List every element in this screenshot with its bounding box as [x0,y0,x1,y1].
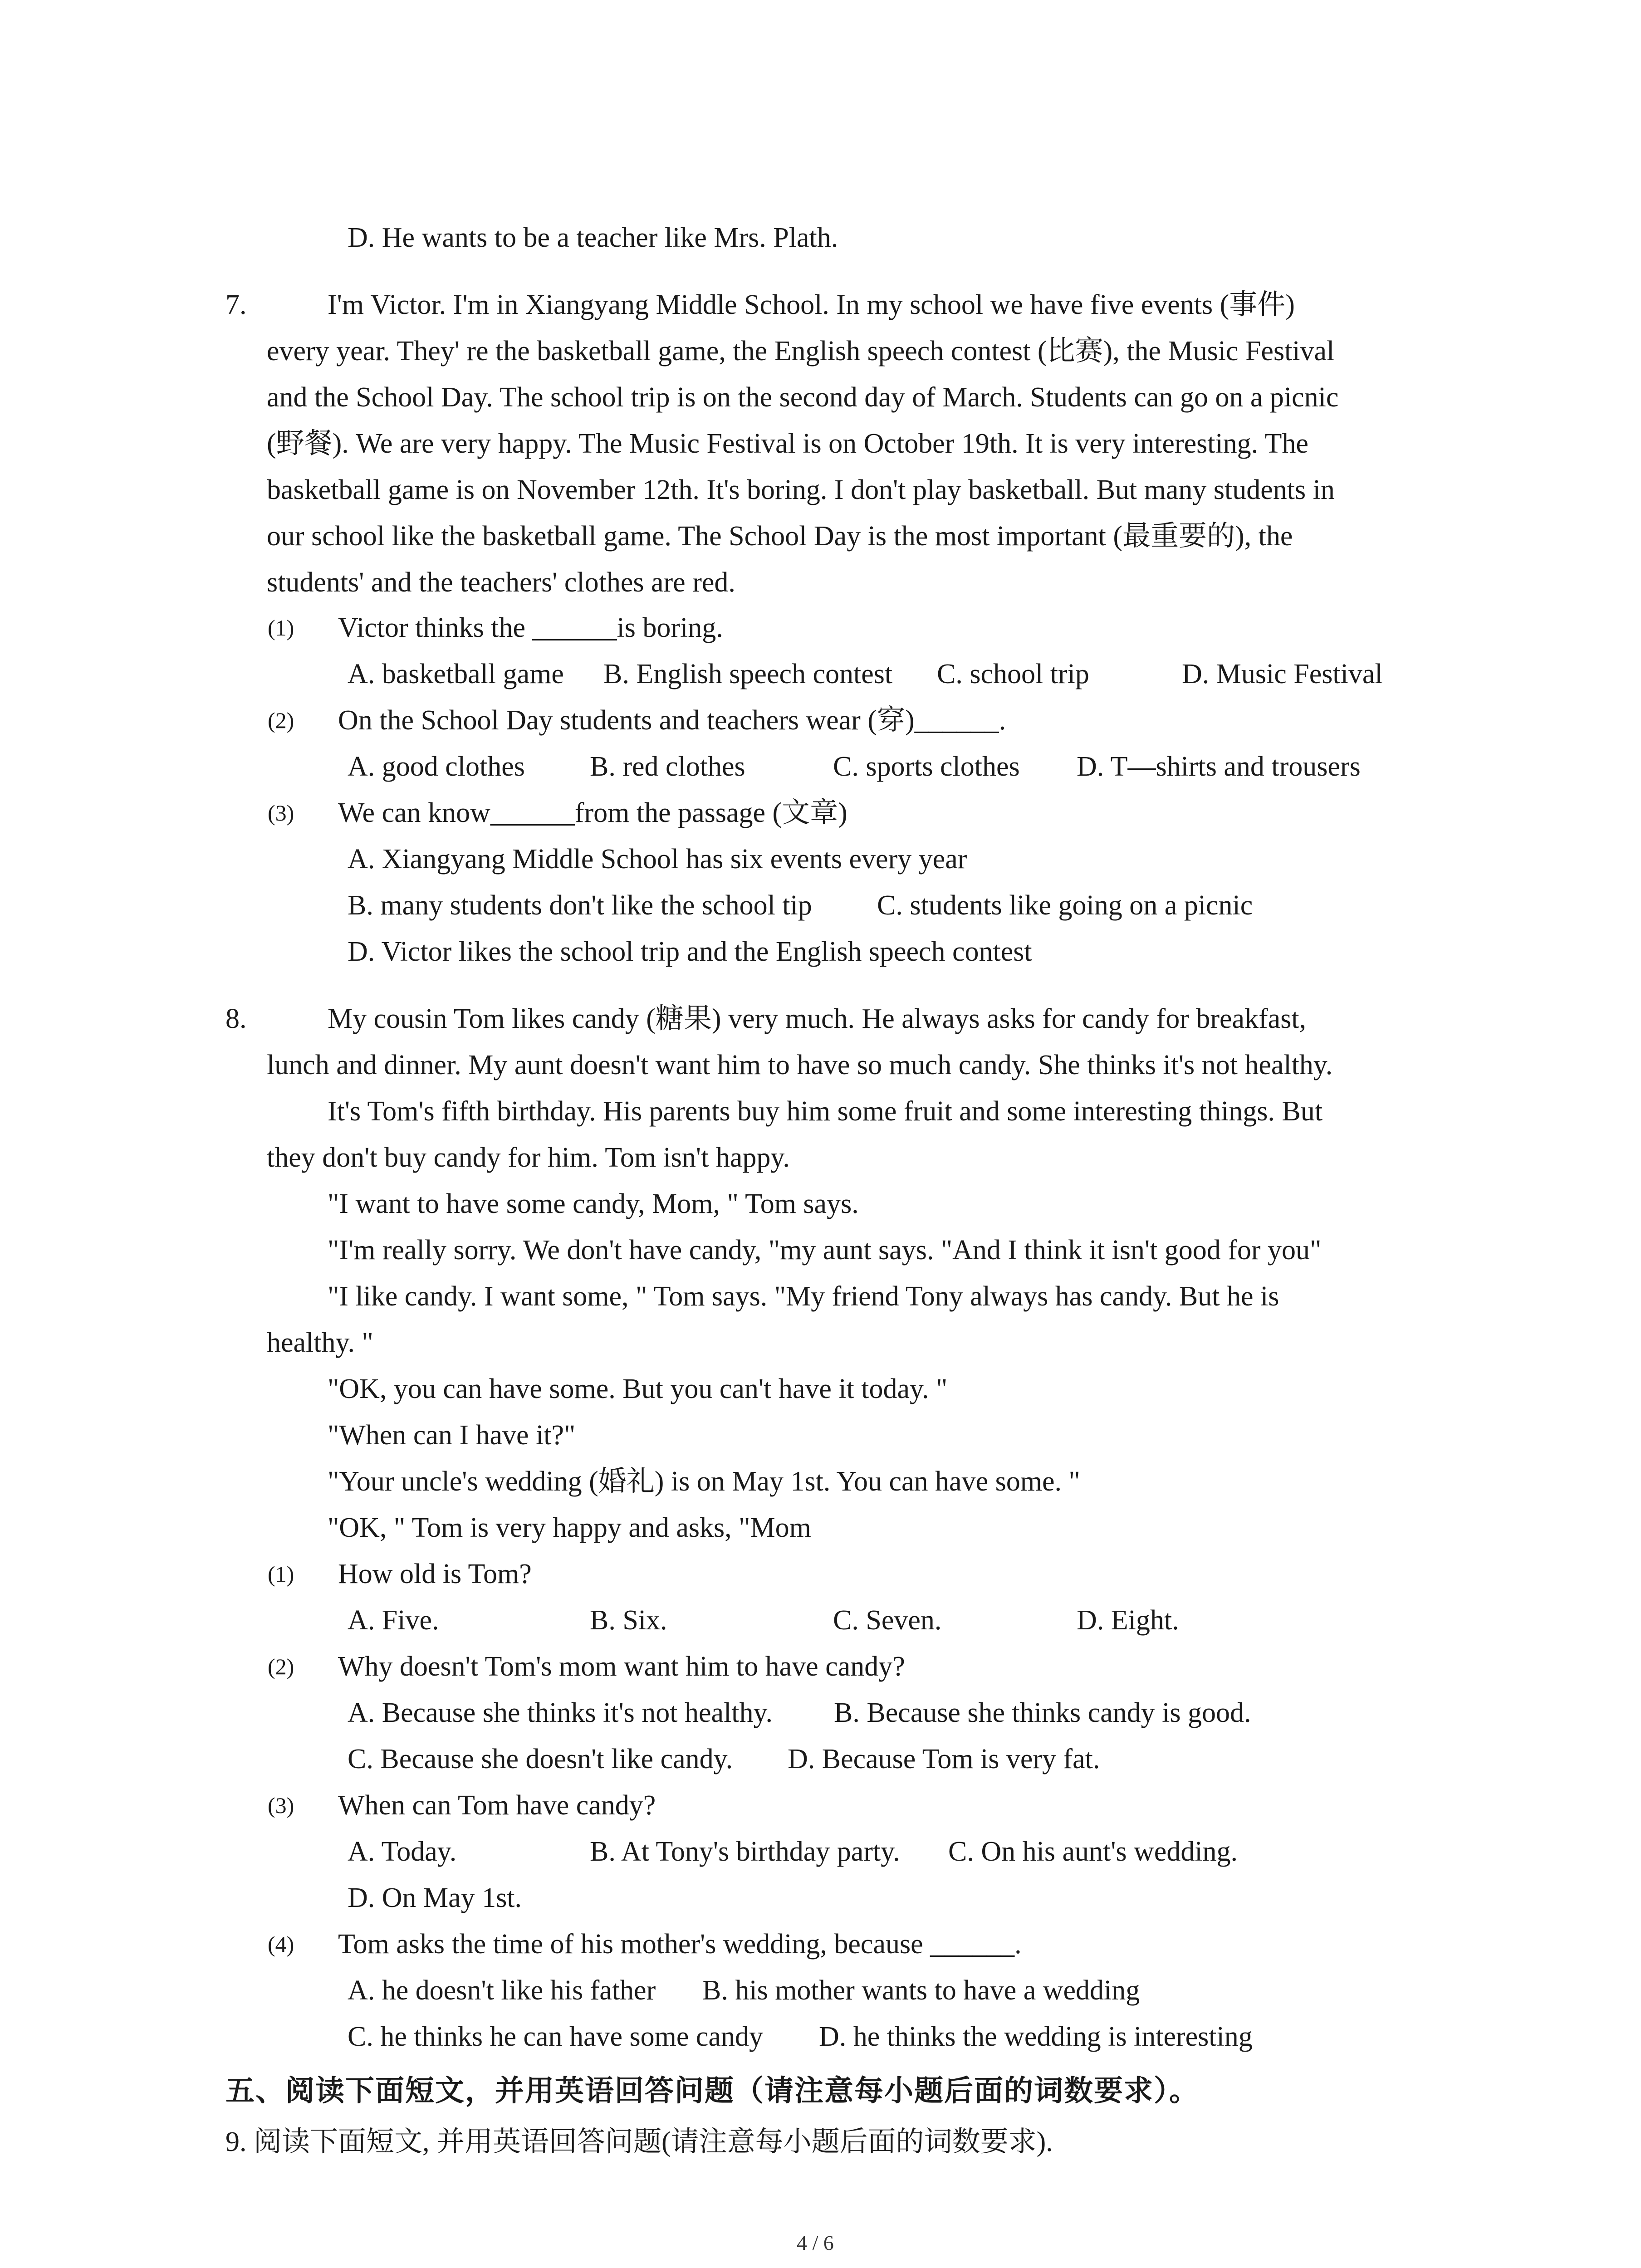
question-8-number: 8. [225,1003,247,1034]
page-number: 4 / 6 [797,2231,834,2254]
q8-sub4-option-b: B. his mother wants to have a wedding [702,1975,1140,2006]
q8-passage-line: they don't buy candy for him. Tom isn't happy. [267,1142,790,1173]
q8-passage-line: lunch and dinner. My aunt doesn't want him to have so much candy. She thinks it's not healthy. [267,1050,1333,1080]
q8-sub1-option-b: B. Six. [590,1605,667,1636]
q8-passage-line: "I like candy. I want some, " Tom says. "My friend Tony always has candy. But he is [328,1281,1279,1312]
q7-sub2-option-b: B. red clothes [590,751,745,782]
q7-sub3-number: (3) [268,800,294,826]
q7-passage-line: basketball game is on November 12th. It's boring. I don't play basketball. But many students in [267,474,1335,505]
q8-sub3-option-a: A. Today. [348,1836,457,1867]
q8-sub2-number: (2) [268,1654,294,1679]
q8-passage-line: "Your uncle's wedding (婚礼) is on May 1st. You can have some. " [328,1466,1080,1497]
q8-sub3-stem: When can Tom have candy? [338,1790,656,1821]
q8-sub4-option-d: D. he thinks the wedding is interesting [819,2021,1253,2052]
q8-sub4-number: (4) [268,1931,294,1957]
q8-sub2-option-b: B. Because she thinks candy is good. [834,1697,1251,1728]
q7-sub2-number: (2) [268,708,294,733]
q8-sub1-option-c: C. Seven. [833,1605,942,1636]
q8-sub1-number: (1) [268,1561,294,1587]
q7-sub1-option-b: B. English speech contest [603,659,893,689]
question-9-text: 9. 阅读下面短文, 并用英语回答问题(请注意每小题后面的词数要求). [225,2126,1053,2157]
q7-passage-line: every year. They' re the basketball game, the English speech contest (比赛), the Music Festival [267,336,1335,367]
q8-sub4-option-a: A. he doesn't like his father [348,1975,656,2006]
q8-passage-line: "When can I have it?" [328,1420,576,1451]
q7-sub1-stem: Victor thinks the ______is boring. [338,612,723,643]
q8-sub3-option-c: C. On his aunt's wedding. [948,1836,1238,1867]
q7-passage-line: students' and the teachers' clothes are red. [267,567,735,598]
section-heading: 五、阅读下面短文，并用英语回答问题（请注意每小题后面的词数要求）。 [225,2075,1199,2107]
q8-passage-line: "I'm really sorry. We don't have candy, "my aunt says. "And I think it isn't good for you" [328,1235,1322,1266]
q7-sub3-option-a: A. Xiangyang Middle School has six events every year [348,844,967,875]
q7-sub3-option-c: C. students like going on a picnic [877,890,1253,921]
q8-sub3-number: (3) [268,1793,294,1818]
q7-sub3-option-b: B. many students don't like the school tip [348,890,812,921]
q7-sub1-option-d: D. Music Festival [1182,659,1383,689]
q7-sub1-number: (1) [268,615,294,640]
q7-sub2-stem: On the School Day students and teachers wear (穿)______. [338,705,1006,736]
q7-sub3-stem: We can know______from the passage (文章) [338,797,847,828]
question-7-number: 7. [225,289,247,320]
q7-passage-line: our school like the basketball game. The School Day is the most important (最重要的), the [267,521,1293,552]
q8-passage-line: healthy. " [267,1327,373,1358]
q8-sub1-option-a: A. Five. [348,1605,439,1636]
q8-passage-line: My cousin Tom likes candy (糖果) very much. He always asks for candy for breakfast, [328,1003,1307,1034]
q7-sub2-option-c: C. sports clothes [833,751,1020,782]
q8-passage-line: It's Tom's fifth birthday. His parents buy him some fruit and some interesting things. But [328,1096,1323,1127]
q8-sub4-stem: Tom asks the time of his mother's wedding, because ______. [338,1929,1022,1960]
q7-sub1-option-a: A. basketball game [348,659,564,689]
q7-sub1-option-c: C. school trip [937,659,1089,689]
q8-sub2-option-d: D. Because Tom is very fat. [788,1744,1100,1774]
q7-passage-line: (野餐). We are very happy. The Music Festival is on October 19th. It is very interesting. The [267,428,1308,459]
q7-sub2-option-d: D. T—shirts and trousers [1077,751,1361,782]
q7-sub2-option-a: A. good clothes [348,751,525,782]
q7-passage-line: and the School Day. The school trip is on the second day of March. Students can go on a picnic [267,382,1339,413]
q8-passage-line: "OK, " Tom is very happy and asks, "Mom [328,1512,811,1543]
q8-sub2-option-c: C. Because she doesn't like candy. [348,1744,733,1774]
q8-passage-line: "OK, you can have some. But you can't have it today. " [328,1374,948,1404]
q7-sub3-option-d: D. Victor likes the school trip and the English speech contest [348,936,1032,967]
prev-option-d: D. He wants to be a teacher like Mrs. Plath. [348,222,838,253]
q8-sub4-option-c: C. he thinks he can have some candy [348,2021,763,2052]
q7-passage-line: I'm Victor. I'm in Xiangyang Middle School. In my school we have five events (事件) [328,289,1295,320]
q8-sub2-option-a: A. Because she thinks it's not healthy. [348,1697,773,1728]
q8-sub1-stem: How old is Tom? [338,1559,532,1589]
q8-sub2-stem: Why doesn't Tom's mom want him to have candy? [338,1651,905,1682]
q8-sub3-option-b: B. At Tony's birthday party. [590,1836,900,1867]
q8-sub3-option-d: D. On May 1st. [348,1882,522,1913]
q8-sub1-option-d: D. Eight. [1077,1605,1179,1636]
q8-passage-line: "I want to have some candy, Mom, " Tom says. [328,1188,859,1219]
